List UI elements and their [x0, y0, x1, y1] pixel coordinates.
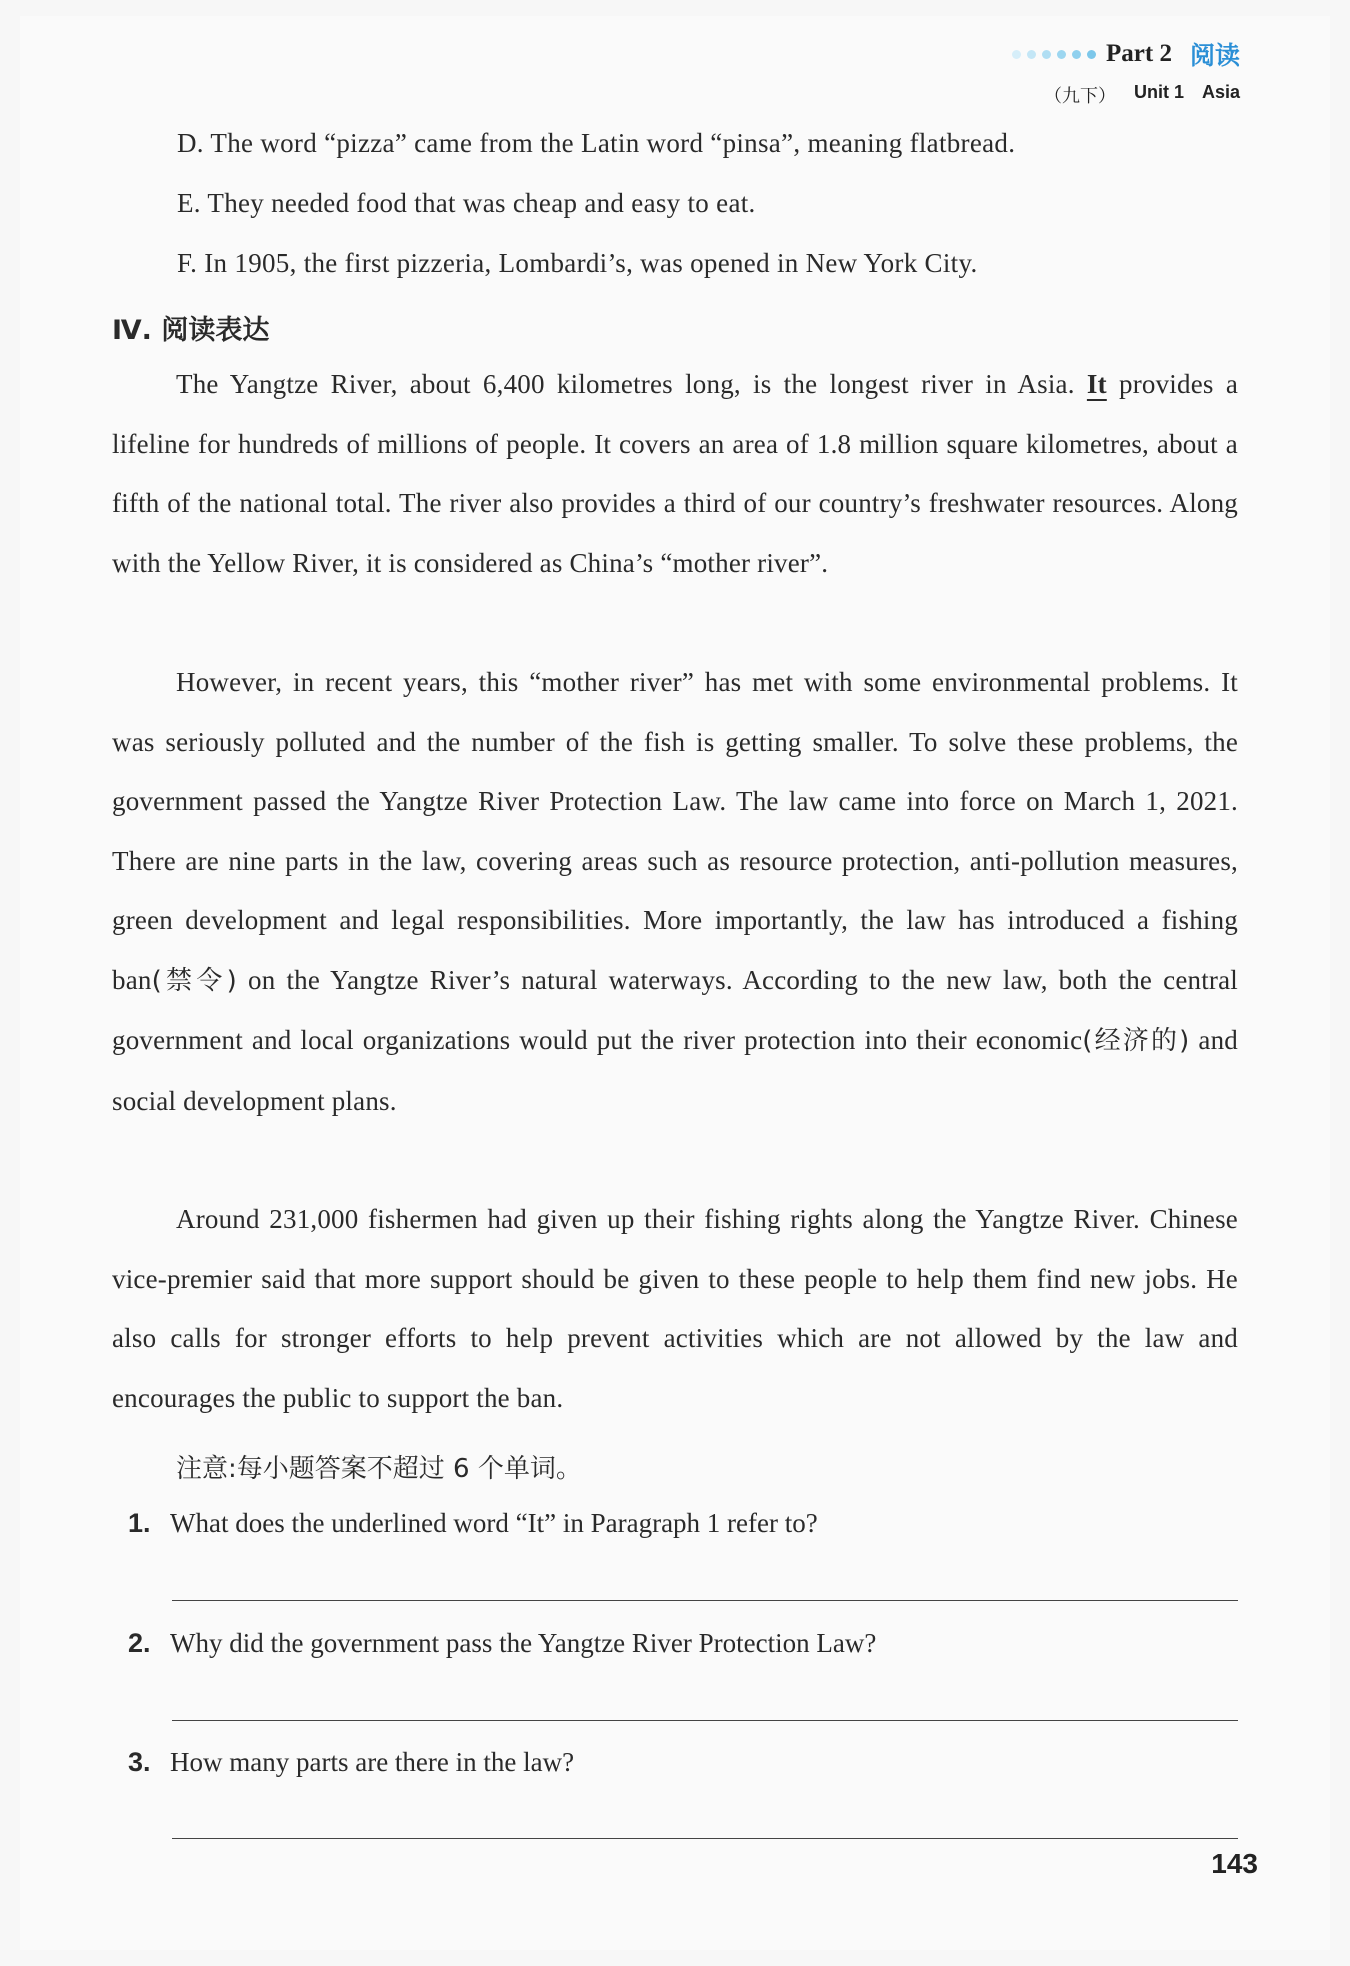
- paragraph-2-part1: However, in recent years, this “mother river” has met with some environmental problems. It was seriously polluted and the number of the fish is getting smaller. To solve these problems, the government passed the Yangtze River Protection Law. The law came into force on March 1, 2021. There are nine parts in the law, covering areas such as resource protection, anti-pollution measures, green development and legal responsibilities. More importantly, the law has introduced a fishing ban: [112, 667, 1238, 995]
- dot-icon: [1027, 50, 1036, 59]
- topic-label: Asia: [1201, 82, 1240, 102]
- paragraph-2-part2: on the Yangtze River’s natural waterways. According to the new law, both the central government and local organizations would put the river protection into their economic: [112, 964, 1238, 1055]
- part-label: Part 2: [1106, 40, 1172, 67]
- question-2: [128, 1628, 876, 1659]
- note: 注意:每小题答案不超过 6 个单词。: [176, 1454, 582, 1484]
- question-1: [128, 1508, 818, 1539]
- paragraph-2: [112, 653, 1238, 1131]
- part-cn-label: 阅读: [1189, 41, 1240, 70]
- option-d: D. The word “pizza” came from the Latin word “pinsa”, meaning flatbread.: [177, 128, 1016, 158]
- paragraph-3: Around 231,000 fishermen had given up their fishing rights along the Yangtze River. Chinese vice-premier said that more support should be given to these people to help them find new jobs. He also calls for stronger efforts to help prevent activities which are not allowed by the law and encourages the public to support the ban.: [112, 1204, 1238, 1413]
- decorative-dots: [1012, 50, 1096, 59]
- question-text: Why did the government pass the Yangtze River Protection Law?: [170, 1628, 877, 1658]
- paragraph-1-start: The Yangtze River, about 6,400 kilometres long, is the longest river in Asia.: [176, 369, 1087, 399]
- underlined-word: It: [1086, 369, 1107, 399]
- section-title: Ⅳ. 阅读表达: [112, 315, 270, 346]
- dot-icon: [1012, 50, 1021, 59]
- question-number: 1.: [128, 1508, 151, 1538]
- answer-line-2[interactable]: [172, 1720, 1238, 1721]
- question-number: 3.: [128, 1747, 151, 1777]
- question-3: [128, 1747, 574, 1778]
- page-number: 143: [1211, 1848, 1258, 1879]
- dot-icon: [1072, 50, 1081, 59]
- option-f: F. In 1905, the first pizzeria, Lombardi’s, was opened in New York City.: [177, 248, 978, 278]
- dot-icon: [1057, 50, 1066, 59]
- answer-line-1[interactable]: [172, 1600, 1238, 1601]
- gloss-ban: (禁令): [151, 965, 237, 996]
- dot-icon: [1042, 50, 1051, 59]
- paragraph-2-part3: and social development plans.: [112, 1025, 1238, 1116]
- gloss-economic: (经济的): [1082, 1026, 1190, 1056]
- question-text: How many parts are there in the law?: [170, 1747, 575, 1777]
- dot-icon: [1087, 50, 1096, 59]
- page-header: [1012, 36, 1240, 108]
- unit-label: Unit 1: [1133, 82, 1184, 102]
- option-e: E. They needed food that was cheap and easy to eat.: [177, 188, 756, 218]
- answer-line-3[interactable]: [172, 1838, 1238, 1839]
- paragraph-1-rest: provides a lifeline for hundreds of millions of people. It covers an area of 1.8 million square kilometres, about a fifth of the national total. The river also provides a third of our country’s freshwater resources. Along with the Yellow River, it is considered as China’s “mother river”.: [112, 369, 1239, 578]
- paragraph-1: [112, 355, 1238, 593]
- grade-label: （九下）: [1043, 86, 1116, 107]
- question-text: What does the underlined word “It” in Paragraph 1 refer to?: [170, 1508, 818, 1538]
- question-number: 2.: [128, 1628, 151, 1658]
